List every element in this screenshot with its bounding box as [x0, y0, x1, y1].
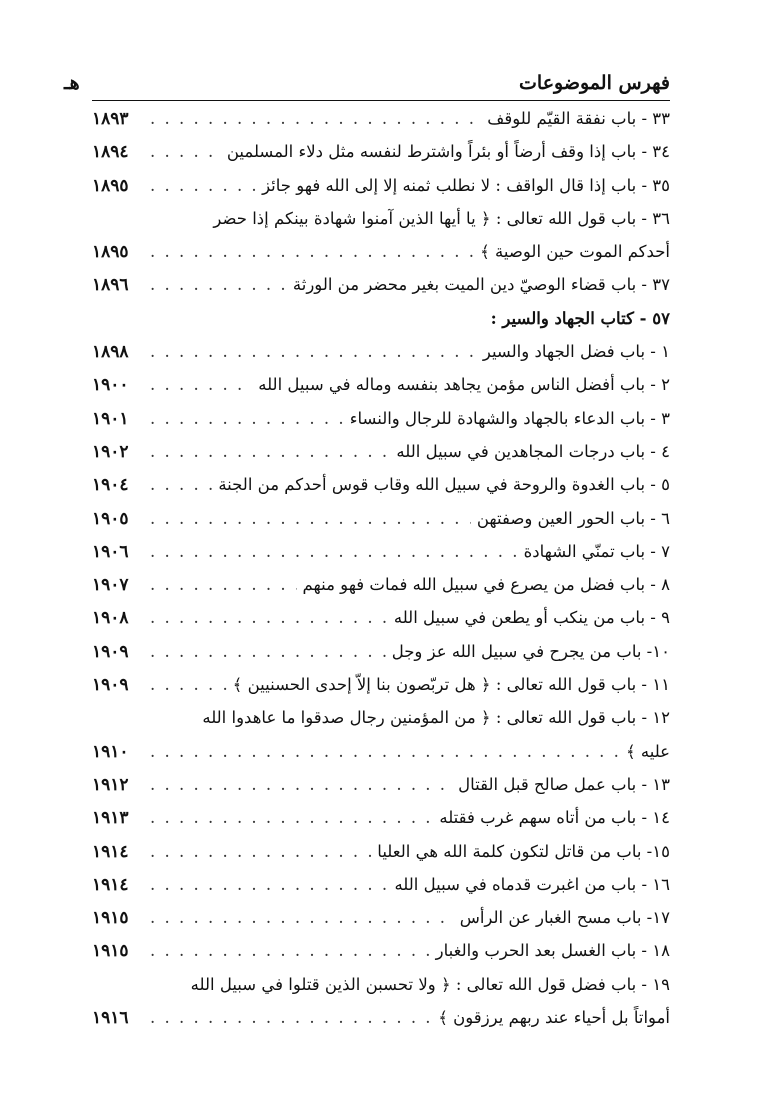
toc-entry-title: عليه ﴾ — [625, 741, 670, 761]
toc-entry — [92, 542, 670, 575]
toc-entry-title: ١٠- باب من يجرح في سبيل الله عز وجل — [391, 641, 670, 661]
toc-entry — [92, 775, 670, 808]
toc-entry — [92, 908, 670, 941]
page-title: فهرس الموضوعات — [519, 72, 670, 94]
dot-leader — [150, 775, 452, 794]
toc-entry — [92, 842, 670, 875]
toc-entry-title: ١٣ - باب عمل صالح قبل القتال — [458, 774, 670, 794]
toc-entry-page-number: ١٩١٤ — [92, 874, 129, 895]
dot-leader — [150, 475, 212, 494]
toc-entry-page-number: ١٨٩٤ — [92, 142, 129, 163]
toc-entry-page-number: ١٩٠٩ — [92, 641, 129, 662]
toc-entry — [92, 375, 670, 408]
toc-entry — [92, 475, 670, 508]
toc-entry-page-number: ١٨٩٣ — [92, 109, 129, 129]
toc-entry-page-number: ١٨٩٨ — [92, 342, 129, 363]
toc-entry-title: ٣٥ - باب إذا قال الواقف : لا نطلب ثمنه إلا إلى الله فهو جائز — [262, 175, 670, 195]
toc-entry — [92, 808, 670, 841]
toc-entry-title: ٣٣ - باب نفقة القيّم للوقف — [487, 109, 670, 128]
toc-entry-title: ٩ - باب من ينكب أو يطعن في سبيل الله — [393, 608, 670, 628]
toc-entry — [92, 608, 670, 641]
dot-leader — [150, 409, 344, 428]
dot-leader — [150, 442, 390, 461]
toc-entry-title: ٣٧ - باب قضاء الوصيّ دين الميت بغير محضر من الورثة — [292, 275, 670, 295]
toc-entry-page-number: ١٩١٣ — [92, 808, 129, 829]
toc-entry — [92, 242, 670, 275]
dot-leader — [150, 509, 471, 528]
toc-entry-page-number: ١٩٠٧ — [92, 575, 129, 596]
toc-entry-title: ١٨ - باب الغسل بعد الحرب والغبار — [435, 941, 670, 961]
toc-entry — [92, 575, 670, 608]
toc-entry-page-number: ١٩١٢ — [92, 774, 129, 795]
toc-entry-title: ١٧- باب مسح الغبار عن الرأس — [459, 908, 670, 928]
toc-entry-page-number: ١٩١٠ — [92, 741, 129, 762]
dot-leader — [150, 608, 388, 627]
toc-entry-page-number: ١٩١٤ — [92, 841, 129, 862]
toc-entry — [92, 275, 670, 308]
toc-entry-page-number: ١٩٠٤ — [92, 475, 129, 496]
toc-entry-page-number: ١٩٠١ — [92, 408, 129, 429]
toc-entry-page-number: ١٩٠٨ — [92, 608, 129, 629]
toc-entry — [92, 109, 670, 142]
dot-leader — [150, 109, 481, 128]
dot-leader — [150, 176, 256, 195]
toc-entry-title: ٥ - باب الغدوة والروحة في سبيل الله وقاب قوس أحدكم من الجنة — [218, 475, 670, 495]
dot-leader — [150, 275, 287, 294]
toc-entry-title: ١٥- باب من قاتل لتكون كلمة الله هي العليا — [377, 841, 670, 861]
page-number-letter: هـ — [64, 72, 80, 94]
dot-leader — [150, 142, 221, 161]
dot-leader — [150, 875, 388, 894]
toc-entry — [92, 209, 670, 242]
toc-entry — [92, 642, 670, 675]
toc-entry-title: أمواتاً بل أحياء عند ربهم يرزقون ﴾ — [438, 1008, 670, 1028]
toc-entry-title: ٦ - باب الحور العين وصفتهن — [476, 508, 670, 528]
toc-entry — [92, 975, 670, 1008]
toc-entry — [92, 176, 670, 209]
dot-leader — [150, 242, 474, 261]
toc-entry-page-number: ١٩٠٥ — [92, 508, 129, 529]
toc-entry-page-number: ١٩١٥ — [92, 941, 129, 962]
toc-entry — [92, 1008, 670, 1041]
toc-entry-page-number: ١٩١٦ — [92, 1008, 129, 1029]
toc-page — [64, 60, 670, 1041]
dot-leader — [150, 542, 518, 561]
dot-leader — [150, 642, 386, 661]
toc-entry-title: ١٩ - باب فضل قول الله تعالى : ﴿ ولا تحسبن الذين قتلوا في سبيل الله — [190, 974, 670, 994]
toc-entry — [92, 742, 670, 775]
toc-entry-title: ١٤ - باب من أتاه سهم غرب فقتله — [439, 808, 670, 828]
toc-entry-title: ١٢ - باب قول الله تعالى : ﴿ من المؤمنين رجال صدقوا ما عاهدوا الله — [202, 708, 670, 728]
toc-entry-page-number: ١٩٠٩ — [92, 675, 129, 696]
dot-leader — [150, 1008, 432, 1027]
toc-entry-title: ٧ - باب تمنّي الشهادة — [523, 541, 670, 561]
toc-entry-page-number: ١٩٠٦ — [92, 541, 129, 562]
toc-entry-page-number: ١٨٩٥ — [92, 175, 129, 196]
toc-entry-page-number: ١٨٩٥ — [92, 242, 129, 263]
toc-entry-page-number: ١٩٠٢ — [92, 441, 129, 462]
toc-entry-title: ٢ - باب أفضل الناس مؤمن يجاهد بنفسه وماله في سبيل الله — [258, 375, 670, 395]
dot-leader — [150, 808, 433, 827]
toc-entry-title: ٤ - باب درجات المجاهدين في سبيل الله — [396, 441, 670, 461]
toc-entry — [92, 708, 670, 741]
toc-entry-title: ٥٧ - كتاب الجهاد والسير : — [490, 308, 670, 328]
page-header — [64, 60, 670, 101]
dot-leader — [150, 842, 371, 861]
toc-entries-list — [92, 109, 670, 1041]
toc-entry — [92, 309, 670, 342]
toc-entry — [92, 675, 670, 708]
toc-entry — [92, 509, 670, 542]
dot-leader — [150, 375, 252, 394]
dot-leader — [150, 342, 477, 361]
toc-entry-title: ٨ - باب فضل من يصرع في سبيل الله فمات فهو منهم — [302, 575, 670, 595]
toc-entry-page-number: ١٩١٥ — [92, 908, 129, 929]
toc-entry-title: ١١ - باب قول الله تعالى : ﴿ هل تربّصون بنا إلاّ إحدى الحسنيين ﴾ — [232, 675, 670, 695]
dot-leader — [150, 908, 454, 927]
toc-entry — [92, 875, 670, 908]
toc-entry — [92, 142, 670, 175]
toc-entry-title: أحدكم الموت حين الوصية ﴾ — [480, 242, 670, 262]
toc-entry-title: ٣٤ - باب إذا وقف أرضاً أو بئراً واشترط لنفسه مثل دلاء المسلمين — [226, 142, 670, 162]
dot-leader — [150, 742, 620, 761]
toc-entry-page-number: ١٩٠٠ — [92, 375, 129, 396]
toc-entry-title: ١٦ - باب من اغبرت قدماه في سبيل الله — [394, 874, 670, 894]
toc-entry — [92, 941, 670, 974]
dot-leader — [150, 675, 227, 694]
dot-leader — [150, 575, 297, 594]
toc-entry-title: ٣٦ - باب قول الله تعالى : ﴿ يا أيها الذين آمنوا شهادة بينكم إذا حضر — [213, 208, 670, 228]
toc-entry — [92, 442, 670, 475]
toc-entry — [92, 342, 670, 375]
toc-entry — [92, 409, 670, 442]
dot-leader — [150, 941, 430, 960]
toc-entry-title: ١ - باب فضل الجهاد والسير — [482, 342, 670, 362]
toc-entry-page-number: ١٨٩٦ — [92, 275, 129, 296]
toc-entry-title: ٣ - باب الدعاء بالجهاد والشهادة للرجال والنساء — [349, 408, 670, 428]
